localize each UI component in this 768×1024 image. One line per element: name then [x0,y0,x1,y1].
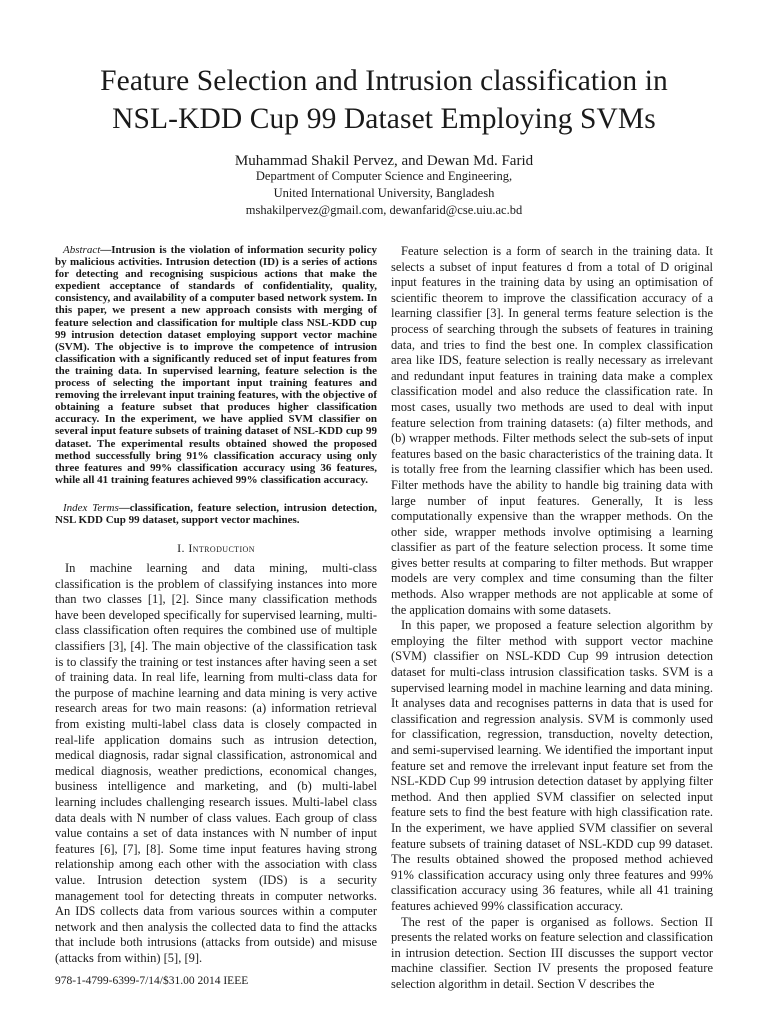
abstract [55,244,377,486]
title-line-1: Feature Selection and Intrusion classification in [100,65,668,97]
right-paragraph-1: Feature selection is a form of search in the training data. It selects a subset of input features d from a total of D original input features in the training data by using an optimisation of scientific theorem to improve the classification accuracy of a learning classifier [3]. In general terms feature selection is the process of searching through the subsets of features in training data, and tries to find the best one. In complex classification area like IDS, feature selection is really necessary as irrelevant and redundant input features in training data make a complex classification model and also reduce the classification rate. In most cases, usually two methods are used to deal with input feature selection from training datasets: (a) filter methods, and (b) wrapper methods. Filter methods select the sub-sets of input features based on the basic characteristics of the training data. It is totally free from the learning classifier which has been used. Filter methods have the ability to handle big training data with large number of input features. Generally, It is less computationally expensive than the wrapper methods. On the other side, wrapper methods involve optimising a learning classifier as part of the feature selection process. It some time gives better results at comparing to filter methods. But wrapper models are very complex and time consuming than the filter methods. Also wrapper methods are not applicable at some of the application domains with some datasets. [391,244,713,617]
title-line-2: NSL-KDD Cup 99 Dataset Employing SVMs [112,103,656,135]
author-emails: mshakilpervez@gmail.com, dewanfarid@cse.uiu.ac.bd [245,203,523,217]
index-terms-text: —classification, feature selection, intrusion detection, NSL KDD Cup 99 dataset, support vector machines. [55,501,377,526]
paper-title [40,62,728,138]
copyright-footer: 978-1-4799-6399-7/14/$31.00 2014 IEEE [55,975,249,987]
index-terms [55,502,377,526]
affiliation-department: Department of Computer Science and Engineering, [255,169,513,183]
right-paragraph-3: The rest of the paper is organised as follows. Section II presents the related works on feature selection and classification in intrusion detection. Section III discusses the support vector machine classifier. Section IV presents the proposed feature selection algorithm in detail. Section V describes the [391,914,713,991]
abstract-text: —Intrusion is the violation of information security policy by malicious activities. Intrusion detection (ID) is a series of actions for detecting and recognising suspicious actions that make the expedient acceptance of standards of confidentiality, quality, consistency, and availability of a computer based network system. In this paper, we present a new approach consists with merging of feature selection and classification for multiple class NSL-KDD cup 99 intrusion detection dataset employing support vector machine (SVM). The objective is to improve the competence of intrusion classification with a significantly reduced set of input features from the training data. In supervised learning, feature selection is the process of selecting the important input training features and removing the irrelevant input training features, with the objective of obtaining a feature subset that produces higher classification accuracy. In the experiment, we have applied SVM classifier on several input feature subsets of training dataset of NSL-KDD cup 99 dataset. The experimental results obtained showed the proposed method successfully bring 91% classification accuracy using only three features and 99% classification accuracy using 36 features, while all 41 training features achieved 99% classification accuracy. [55,244,377,486]
abstract-label: Abstract [63,244,101,256]
right-column [391,244,713,993]
left-column [55,244,377,967]
right-paragraph-2: In this paper, we proposed a feature selection algorithm by employing the filter method with support vector machine (SVM) classifier on NSL-KDD Cup 99 intrusion detection dataset for multi-class intrusion classification tasks. SVM is a supervised learning model in machine learning and data mining. It analyses data and recognises patterns in data that is used for classification and regression analysis. SVM is commonly used for classification, regression, transduction, novelty detection, and semi-supervised learning. We identified the important input feature set and remove the irrelevant input feature set from the NSL-KDD Cup 99 intrusion detection dataset by applying filter method. And then applied SVM classifier on selected input feature sets to find the best feature with high classification rate. In the experiment, we have applied SVM classifier on several feature subsets of training dataset of NSL-KDD cup 99 dataset. The results obtained showed the proposed method achieved 91% classification accuracy using only three features and 99% classification accuracy using 36 features, while all 41 training features achieved 99% classification accuracy. [391,618,713,913]
affiliation-university: United International University, Bangladesh [273,186,495,200]
intro-paragraph-1: In machine learning and data mining, multi-class classification is the problem of classifying instances into more than two classes [1], [2]. Since many classification methods have been developed specifically for supervised learning, multi-class classification often requires the combined use of multiple classifiers [3], [4]. The main objective of the classification task is to classify the training or test instances after having seen a set of training data. In real life, learning from multi-class data for the purpose of machine learning and data mining is very active research areas for two main reasons: (a) information retrieval from existing multi-label class data is closely compacted in real-life application domains such as intrusion detection, medical diagnosis, radar signal classification, astronomical and medical diagnosis, weather predictions, economical changes, business intelligence and marketing, and (b) multi-label learning includes challenging research issues. Multi-label class data deals with N number of class values. Each group of class value contains a set of data instances with N number of input features [6], [7], [8]. Some time input features having strong relationship among each other with the association with class value. Intrusion detection system (IDS) is a security management tool for detecting threats in computer networks. An IDS collects data from various sources within a computer network and then analysis the collected data to find the attacks that include both intrusions (attacks from outside) and misuse (attacks from within) [5], [9]. [55,561,377,965]
index-terms-label: Index Terms [63,501,119,514]
section-number: I. [177,541,185,556]
section-heading-introduction [55,541,377,555]
authors: Muhammad Shakil Pervez, and Dewan Md. Farid [234,153,534,169]
section-title: Introduction [188,541,255,556]
affiliation [40,168,728,219]
